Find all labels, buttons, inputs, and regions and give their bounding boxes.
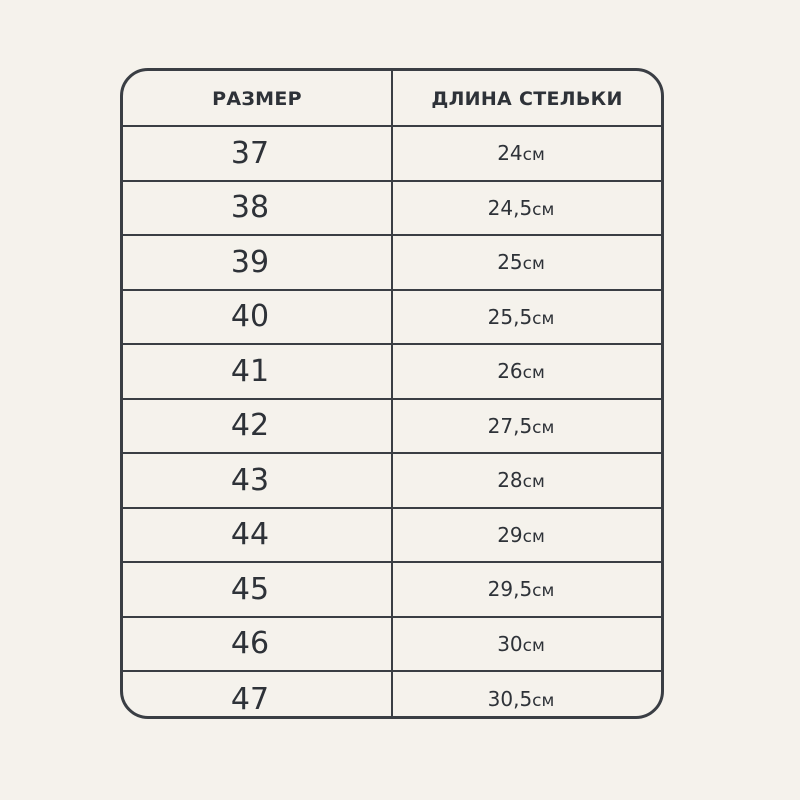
table-row	[123, 509, 661, 564]
length-number: 25	[497, 250, 523, 275]
size-cell	[123, 291, 393, 344]
table-row	[123, 236, 661, 291]
length-unit: см	[522, 472, 545, 493]
length-cell	[393, 400, 661, 453]
length-number: 28	[497, 468, 523, 493]
size-value: 44	[230, 517, 270, 553]
size-value: 41	[230, 353, 270, 389]
table-row	[123, 127, 661, 182]
length-unit: см	[532, 417, 555, 438]
length-cell	[393, 563, 661, 616]
table-body	[123, 127, 661, 719]
table-row	[123, 182, 661, 237]
table-row	[123, 291, 661, 346]
length-value	[497, 632, 545, 656]
size-cell	[123, 672, 393, 719]
size-cell	[123, 454, 393, 507]
length-unit: см	[532, 308, 555, 329]
length-cell	[393, 291, 661, 344]
length-value	[497, 523, 545, 547]
size-chart-table	[120, 68, 664, 719]
length-unit: см	[522, 145, 545, 166]
length-value	[488, 305, 555, 329]
length-cell	[393, 182, 661, 235]
table-row	[123, 400, 661, 455]
size-value: 45	[230, 571, 270, 607]
length-number: 27,5	[487, 413, 533, 438]
length-number: 26	[497, 359, 523, 384]
size-value: 43	[230, 462, 270, 498]
length-number: 30,5	[487, 687, 533, 712]
length-cell	[393, 236, 661, 289]
length-number: 24	[497, 141, 523, 166]
length-unit: см	[522, 254, 545, 275]
length-cell	[393, 618, 661, 671]
length-cell	[393, 127, 661, 180]
header-size-label: РАЗМЕР	[212, 88, 302, 110]
size-cell	[123, 345, 393, 398]
length-value	[488, 687, 555, 711]
length-value	[488, 196, 555, 220]
size-cell	[123, 400, 393, 453]
size-cell	[123, 618, 393, 671]
size-value: 39	[230, 244, 270, 280]
length-unit: см	[522, 635, 545, 656]
table-header	[123, 71, 661, 127]
size-cell	[123, 182, 393, 235]
table-row	[123, 345, 661, 400]
length-value	[497, 141, 545, 165]
length-unit: см	[522, 363, 545, 384]
length-number: 30	[497, 631, 523, 656]
size-cell	[123, 563, 393, 616]
table-row	[123, 672, 661, 719]
header-size-cell	[123, 71, 393, 125]
size-value: 42	[230, 408, 270, 444]
size-cell	[123, 509, 393, 562]
length-number: 24,5	[487, 195, 533, 220]
length-unit: см	[532, 199, 555, 220]
length-number: 29	[497, 522, 523, 547]
size-value: 38	[230, 190, 270, 226]
length-number: 25,5	[487, 304, 533, 329]
table-row	[123, 618, 661, 673]
length-value	[488, 577, 555, 601]
header-length-label: ДЛИНА СТЕЛЬКИ	[431, 88, 623, 110]
size-value: 46	[230, 626, 270, 662]
length-value	[488, 414, 555, 438]
header-length-cell	[393, 71, 661, 125]
length-value	[497, 359, 545, 383]
size-value: 47	[230, 681, 270, 717]
length-unit: см	[532, 691, 555, 712]
length-number: 29,5	[487, 577, 533, 602]
length-unit: см	[522, 526, 545, 547]
size-cell	[123, 127, 393, 180]
table-row	[123, 563, 661, 618]
size-cell	[123, 236, 393, 289]
size-value: 37	[230, 135, 270, 171]
length-cell	[393, 672, 661, 719]
length-cell	[393, 509, 661, 562]
length-unit: см	[532, 581, 555, 602]
length-value	[497, 468, 545, 492]
table-row	[123, 454, 661, 509]
length-cell	[393, 454, 661, 507]
length-value	[497, 250, 545, 274]
size-value: 40	[230, 299, 270, 335]
length-cell	[393, 345, 661, 398]
